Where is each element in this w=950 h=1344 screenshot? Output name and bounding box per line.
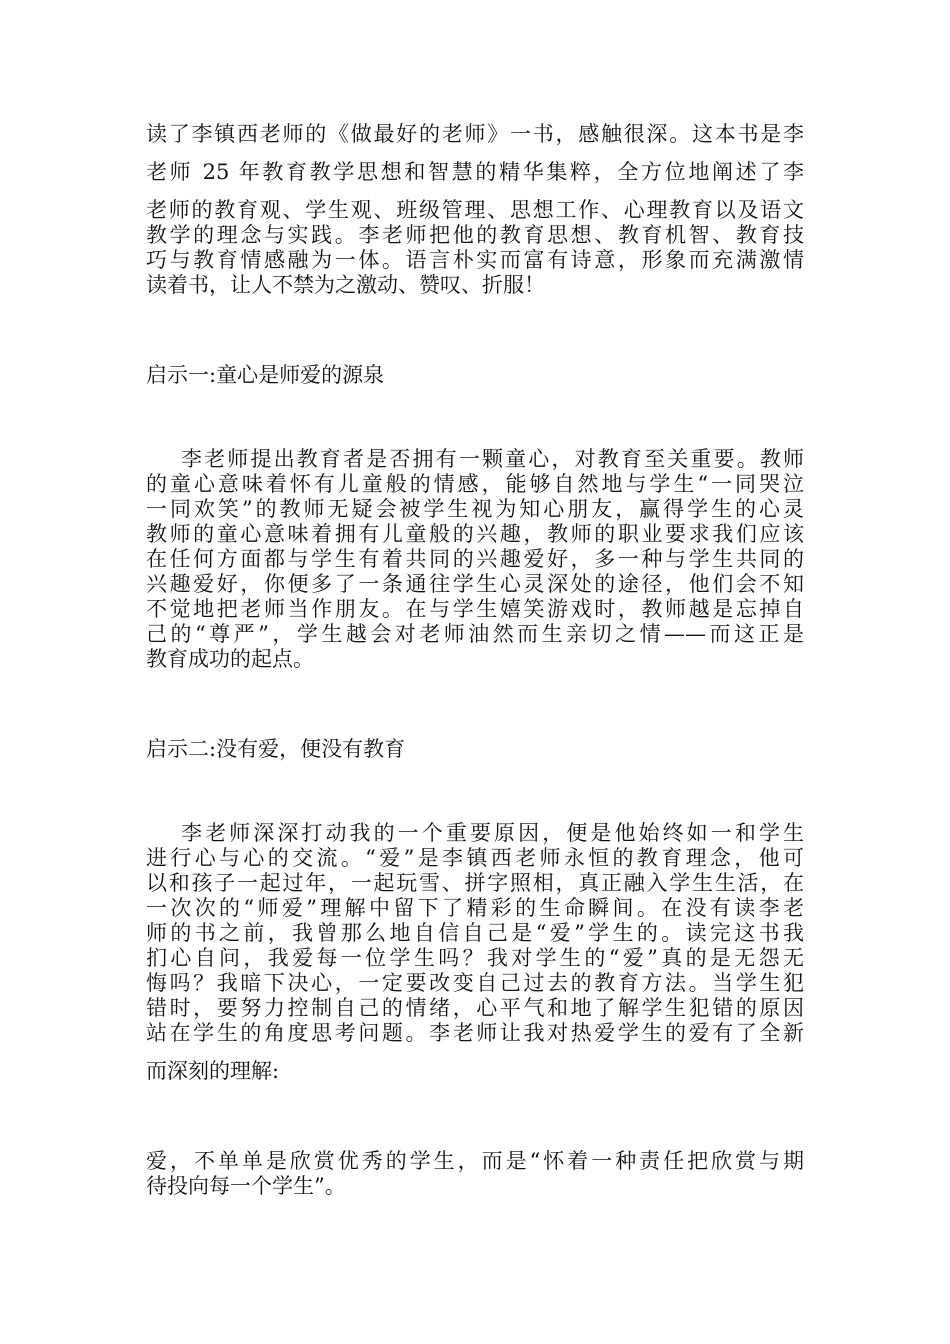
section-heading-1: 启示一:童心是师爱的源泉 — [146, 363, 385, 387]
paragraph-line: 而深刻的理解: — [146, 1059, 280, 1083]
paragraph-line: 师的书之前，我曾那么地自信自己是“爱”学生的。读完这书我 — [146, 921, 804, 945]
paragraph-line: 错时，要努力控制自己的情绪，心平气和地了解学生犯错的原因 — [146, 996, 804, 1020]
paragraph-line: 以和孩子一起过年，一起玩雪、拼字照相，真正融入学生生活，在 — [146, 871, 804, 895]
paragraph-line: 一次次的“师爱”理解中留下了精彩的生命瞬间。在没有读李老 — [146, 896, 804, 920]
paragraph-line: 老师 25 年教育教学思想和智慧的精华集粹，全方位地阐述了李 — [146, 160, 804, 184]
paragraph-line: 站在学生的角度思考问题。李老师让我对热爱学生的爱有了全新 — [146, 1021, 804, 1045]
paragraph-line: 在任何方面都与学生有着共同的兴趣爱好，多一种与学生共同的 — [146, 547, 804, 571]
paragraph-line: 一同欢笑”的教师无疑会被学生视为知心朋友，赢得学生的心灵 — [146, 497, 804, 521]
paragraph-line: 读了李镇西老师的《做最好的老师》一书，感触很深。这本书是李 — [146, 122, 804, 146]
paragraph-line: 李老师深深打动我的一个重要原因，便是他始终如一和学生 — [181, 821, 804, 845]
paragraph-line: 巧与教育情感融为一体。语言朴实而富有诗意，形象而充满激情 — [146, 248, 804, 272]
paragraph-line: 扪心自问，我爱每一位学生吗？我对学生的“爱”真的是无怨无 — [146, 946, 804, 970]
paragraph-line: 教育成功的起点。 — [146, 647, 314, 671]
paragraph-line: 老师的教育观、学生观、班级管理、思想工作、心理教育以及语文 — [146, 198, 804, 222]
paragraph-line: 己的“尊严”，学生越会对老师油然而生亲切之情——而这正是 — [146, 622, 804, 646]
paragraph-line: 读着书，让人不禁为之激动、赞叹、折服！ — [146, 273, 545, 297]
paragraph-line: 待投向每一个学生”。 — [146, 1174, 346, 1198]
paragraph-line: 兴趣爱好，你便多了一条通往学生心灵深处的途径，他们会不知 — [146, 572, 804, 596]
paragraph-line: 李老师提出教育者是否拥有一颗童心，对教育至关重要。教师 — [181, 447, 804, 471]
paragraph-line: 爱，不单单是欣赏优秀的学生，而是“怀着一种责任把欣赏与期 — [146, 1149, 804, 1173]
paragraph-line: 教师的童心意味着拥有儿童般的兴趣，教师的职业要求我们应该 — [146, 522, 804, 546]
paragraph-line: 悔吗？我暗下决心，一定要改变自己过去的教育方法。当学生犯 — [146, 971, 804, 995]
paragraph-line: 的童心意味着怀有儿童般的情感，能够自然地与学生“一同哭泣 — [146, 472, 804, 496]
section-heading-2: 启示二:没有爱，便没有教育 — [146, 737, 406, 761]
paragraph-line: 进行心与心的交流。“爱”是李镇西老师永恒的教育理念，他可 — [146, 846, 804, 870]
paragraph-line: 不觉地把老师当作朋友。在与学生嬉笑游戏时，教师越是忘掉自 — [146, 597, 804, 621]
paragraph-line: 教学的理念与实践。李老师把他的教育思想、教育机智、教育技 — [146, 223, 804, 247]
